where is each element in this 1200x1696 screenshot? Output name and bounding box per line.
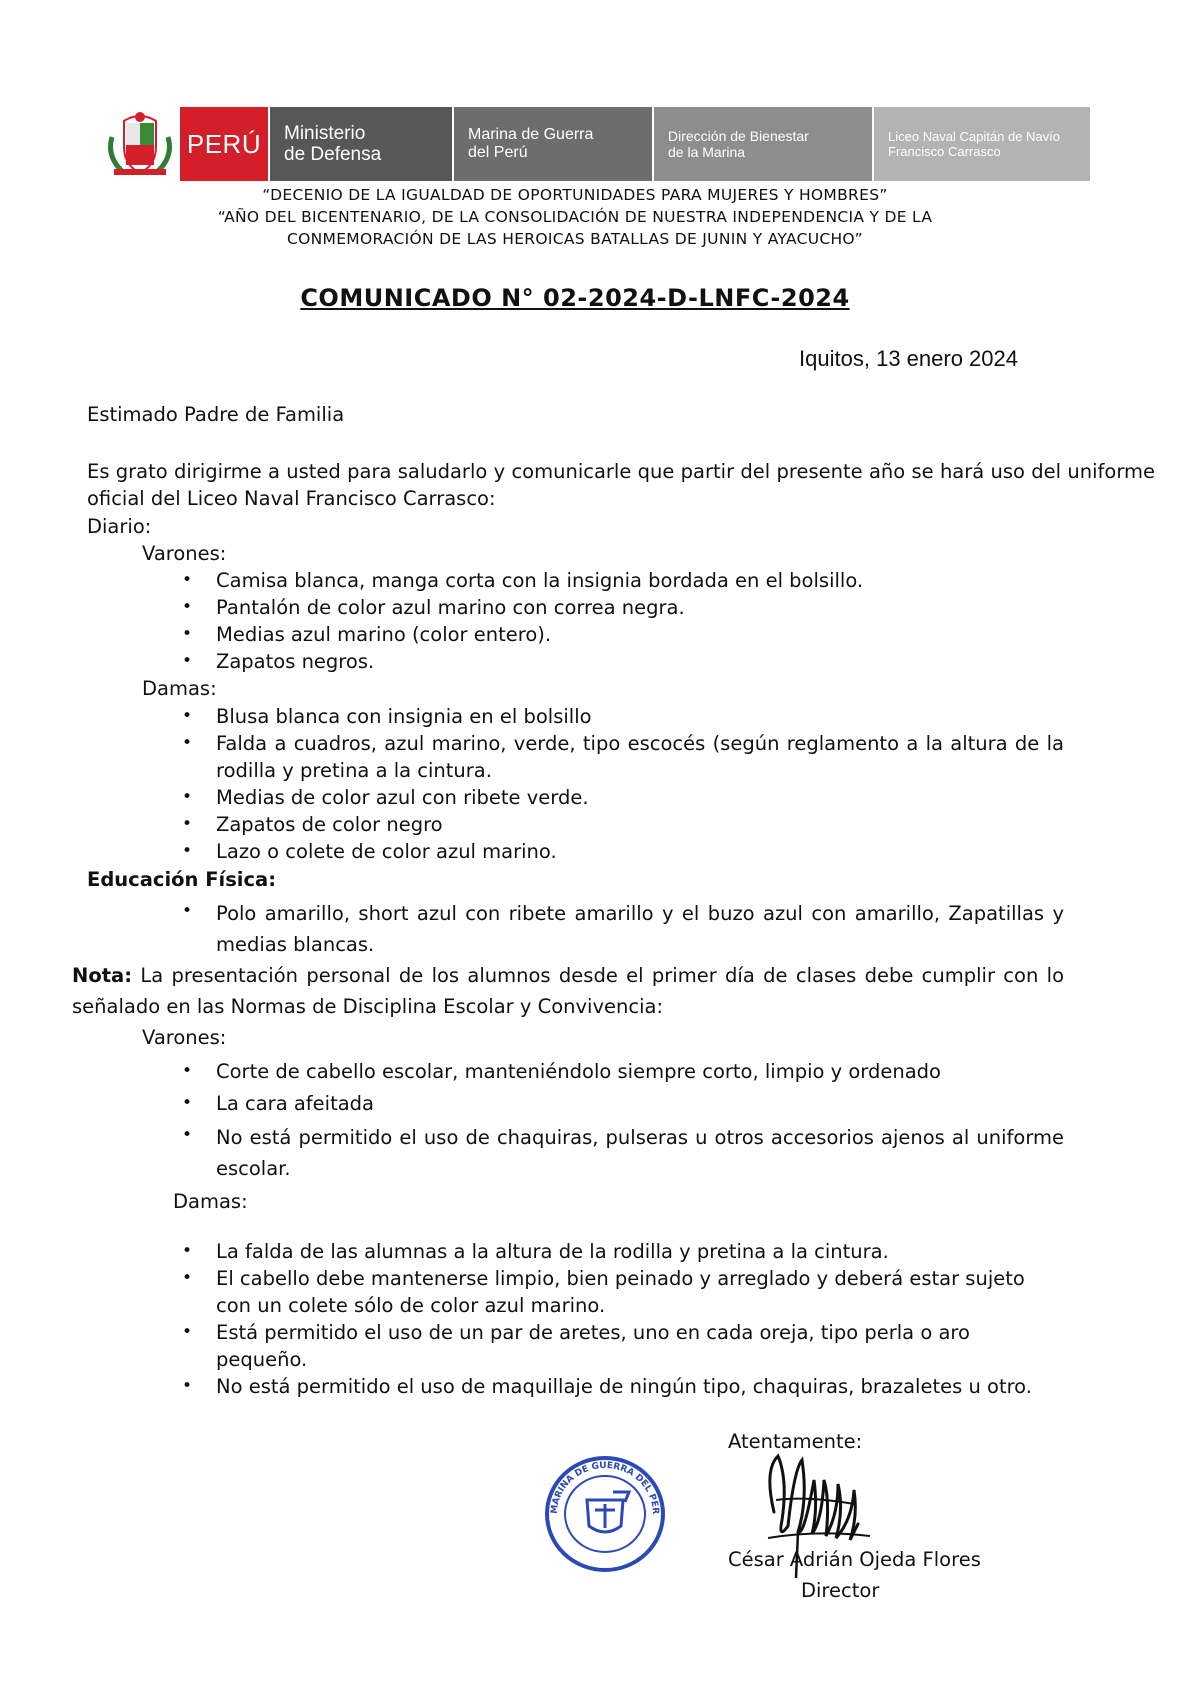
intro-paragraph: Es grato dirigirme a usted para saludarlo y comunicarle que partir del presente año se hará uso del uniforme oficial del Liceo Naval Francisco Carrasco: bbox=[87, 460, 1155, 510]
bullet-icon: • bbox=[182, 1125, 193, 1145]
list-item: Lazo o colete de color azul marino. bbox=[216, 840, 557, 863]
nota-damas-label: Damas: bbox=[173, 1190, 248, 1213]
bullet-icon: • bbox=[182, 841, 193, 861]
official-stamp-icon bbox=[543, 1452, 667, 1576]
list-item: Camisa blanca, manga corta con la insignia bordada en el bolsillo. bbox=[216, 569, 864, 592]
liceo-label: Liceo Naval Capitán de Navío Francisco Carrasco bbox=[874, 107, 1090, 181]
list-item: Blusa blanca con insignia en el bolsillo bbox=[216, 705, 592, 728]
diario-label: Diario: bbox=[87, 515, 152, 538]
list-item: Medias de color azul con ribete verde. bbox=[216, 786, 589, 809]
list-item: La cara afeitada bbox=[216, 1092, 374, 1115]
closing: Atentamente: bbox=[728, 1430, 863, 1453]
bullet-icon: • bbox=[182, 787, 193, 807]
nota-paragraph bbox=[72, 960, 1064, 1022]
list-item: Está permitido el uso de un par de aretes, uno en cada oreja, tipo perla o aro pequeño. bbox=[216, 1321, 970, 1371]
nota-varones-label: Varones: bbox=[142, 1026, 227, 1049]
header-banner bbox=[104, 107, 1090, 181]
list-item: No está permitido el uso de maquillaje de ningún tipo, chaquiras, brazaletes u otro. bbox=[216, 1375, 1032, 1398]
svg-text:MARINA DE GUERRA DEL PERÚ · LI: MARINA DE GUERRA DEL PER bbox=[549, 1460, 661, 1515]
coat-of-arms-icon bbox=[104, 107, 176, 181]
bullet-icon: • bbox=[182, 624, 193, 644]
nota-label: Nota: bbox=[72, 964, 132, 987]
direccion-label: Dirección de Bienestar de la Marina bbox=[654, 107, 872, 181]
list-item: Falda a cuadros, azul marino, verde, tipo escocés (según reglamento a la altura de la rodilla y pretina a la cintura. bbox=[216, 732, 1064, 782]
motto-line: CONMEMORACIÓN DE LAS HEROICAS BATALLAS DE JUNIN Y AYACUCHO” bbox=[287, 230, 863, 248]
ef-label: Educación Física: bbox=[87, 868, 277, 891]
bullet-icon: • bbox=[182, 814, 193, 834]
list-item: El cabello debe mantenerse limpio, bien peinado y arreglado y deberá estar sujeto con un colete sólo de color azul marino. bbox=[216, 1267, 1025, 1317]
damas-label: Damas: bbox=[142, 677, 217, 700]
bullet-icon: • bbox=[182, 1376, 193, 1396]
bullet-icon: • bbox=[182, 651, 193, 671]
bullet-icon: • bbox=[182, 901, 193, 921]
list-item: La falda de las alumnas a la altura de la rodilla y pretina a la cintura. bbox=[216, 1240, 889, 1263]
bullet-icon: • bbox=[182, 733, 193, 753]
ministerio-label: Ministerio de Defensa bbox=[270, 107, 452, 181]
list-item: Polo amarillo, short azul con ribete amarillo y el buzo azul con amarillo, Zapatillas y medias blancas. bbox=[216, 902, 1064, 956]
mottos bbox=[150, 184, 1000, 250]
bullet-icon: • bbox=[182, 570, 193, 590]
motto-line: “DECENIO DE LA IGUALDAD DE OPORTUNIDADES PARA MUJERES Y HOMBRES” bbox=[262, 186, 888, 204]
signer-name: César Adrián Ojeda Flores bbox=[728, 1548, 981, 1571]
list-item: No está permitido el uso de chaquiras, pulseras u otros accesorios ajenos al uniforme escolar. bbox=[216, 1126, 1064, 1180]
bullet-icon: • bbox=[182, 1322, 193, 1342]
list-item: Pantalón de color azul marino con correa negra. bbox=[216, 596, 685, 619]
list-item: Medias azul marino (color entero). bbox=[216, 623, 552, 646]
document-date: Iquitos, 13 enero 2024 bbox=[799, 346, 1018, 371]
nota-text: La presentación personal de los alumnos desde el primer día de clases debe cumplir con lo señalado en las Normas de Disciplina Escolar y Convivencia: bbox=[72, 964, 1064, 1018]
list-item: Corte de cabello escolar, manteniéndolo siempre corto, limpio y ordenado bbox=[216, 1060, 941, 1083]
varones-label: Varones: bbox=[142, 542, 227, 565]
bullet-icon: • bbox=[182, 1093, 193, 1113]
bullet-icon: • bbox=[182, 1061, 193, 1081]
bullet-icon: • bbox=[182, 1268, 193, 1288]
bullet-icon: • bbox=[182, 706, 193, 726]
document-title: COMUNICADO N° 02-2024-D-LNFC-2024 bbox=[300, 284, 850, 312]
bullet-icon: • bbox=[182, 1241, 193, 1261]
list-item: Zapatos negros. bbox=[216, 650, 375, 673]
marina-label: Marina de Guerra del Perú bbox=[454, 107, 652, 181]
greeting: Estimado Padre de Familia bbox=[87, 403, 345, 426]
bullet-icon: • bbox=[182, 597, 193, 617]
motto-line: “AÑO DEL BICENTENARIO, DE LA CONSOLIDACIÓN DE NUESTRA INDEPENDENCIA Y DE LA bbox=[217, 208, 933, 226]
signer-role: Director bbox=[801, 1579, 880, 1602]
peru-label: PERÚ bbox=[180, 107, 268, 181]
list-item: Zapatos de color negro bbox=[216, 813, 443, 836]
